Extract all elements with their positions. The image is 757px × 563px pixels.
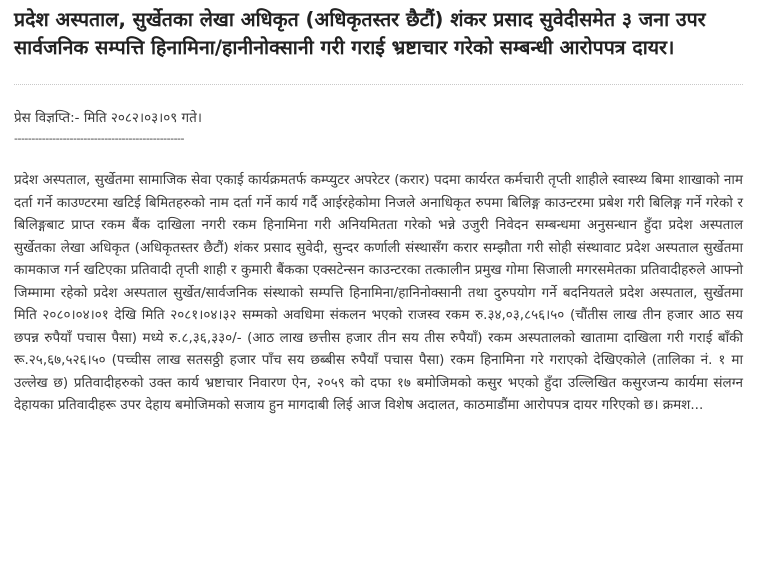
article-body: प्रदेश अस्पताल, सुर्खेतमा सामाजिक सेवा एकाई कार्यक्रमतर्फ कम्प्युटर अपरेटर (करार) पदमा कार्यरत कर्मचारी तृप्ती शाहीले स्वास्थ्य बिमा शाखाको नाम दर्ता गर्ने काउण्टरमा खटिई बिमितहरुको नाम दर्ता गर्ने कार्य गर्दै आईरहेकोमा निजले अनाधिकृत रुपमा बिलिङ्ग काउन्टरमा प्रबेश गरी बिलिङ्ग गर्ने गरेको र बिलिङ्गबाट प्राप्त रकम बैंक दाखिला नगरी रकम हिनामिना गरी अनियमितता गरेको भन्ने उजुरी निवेदन सम्बन्धमा अनुसन्धान हुँदा प्रदेश अस्पताल सुर्खेतका लेखा अधिकृत (अधिकृतस्तर छैटौं) शंकर प्रसाद सुवेदी, सुन्दर कर्णाली संस्थासँग करार सम्झौता गरी सोही संस्थावाट प्रदेश अस्पताल सुर्खेतमा कामकाज गर्न खटिएका प्रतिवादी तृप्ती शाही र कुमारी बैंकका एक्सटेन्सन काउन्टरका तत्कालीन प्रमुख गोमा सिजाली मगरसमेतका प्रतिवादीहरुले आफ्नो जिम्मामा रहेको प्रदेश अस्पताल सुर्खेत/सार्वजनिक संस्थाको सम्पत्ति हिनामिना/हानिनोक्सानी तथा दुरुपयोग गर्ने बदनियतले प्रदेश अस्पताल, सुर्खेतमा मिति २०८०।०४।०१ देखि मिति २०८१।०४।३२ सम्मको अवधिमा संकलन भएको राजस्व रकम रु.३४,०३,८५६।५० (चौंतीस लाख तीन हजार आठ सय छपन्न रुपैयाँ पचास पैसा) मध्ये रु.८,३६,३३०/- (आठ लाख छत्तीस हजार तीन सय तीस रुपैयाँ) रकम अस्पतालको खातामा दाखिला गरी गराई बाँकी रू.२५,६७,५२६।५० (पच्चीस लाख सतसठ्ठी हजार पाँच सय छब्बीस रुपैयाँ पचास पैसा) रकम हिनामिना गरे गराएको देखिएकोले (तालिका नं. १ मा उल्लेख छ) प्रतिवादीहरुको उक्त कार्य भ्रष्टाचार निवारण ऐन, २०५९ को दफा १७ बमोजिमको कसुर भएको हुँदा उल्लिखित कसुरजन्य कार्यमा संलग्न देहायका प्रतिवादीहरू उपर देहाय बमोजिमको सजाय हुन मागदाबी लिई आज विशेष अदालत, काठमाडौंमा आरोपपत्र दायर गरिएको छ। क्रमश... <box>14 172 743 413</box>
headline-divider <box>14 84 743 85</box>
press-release-date: प्रेस विज्ञप्ति:- मिति २०८२।०३।०९ गते। <box>14 110 202 126</box>
article-headline: प्रदेश अस्पताल, सुर्खेतका लेखा अधिकृत (अधिकृतस्तर छैटौं) शंकर प्रसाद सुवेदीसमेत ३ जना उपर सार्वजनिक सम्पत्ति हिनामिना/हानीनोक्सानी गरी गराई भ्रष्टाचार गरेको सम्बन्धी आरोपपत्र दायर। <box>14 8 706 59</box>
dashed-separator: ------------------------------------------------- <box>14 132 184 145</box>
